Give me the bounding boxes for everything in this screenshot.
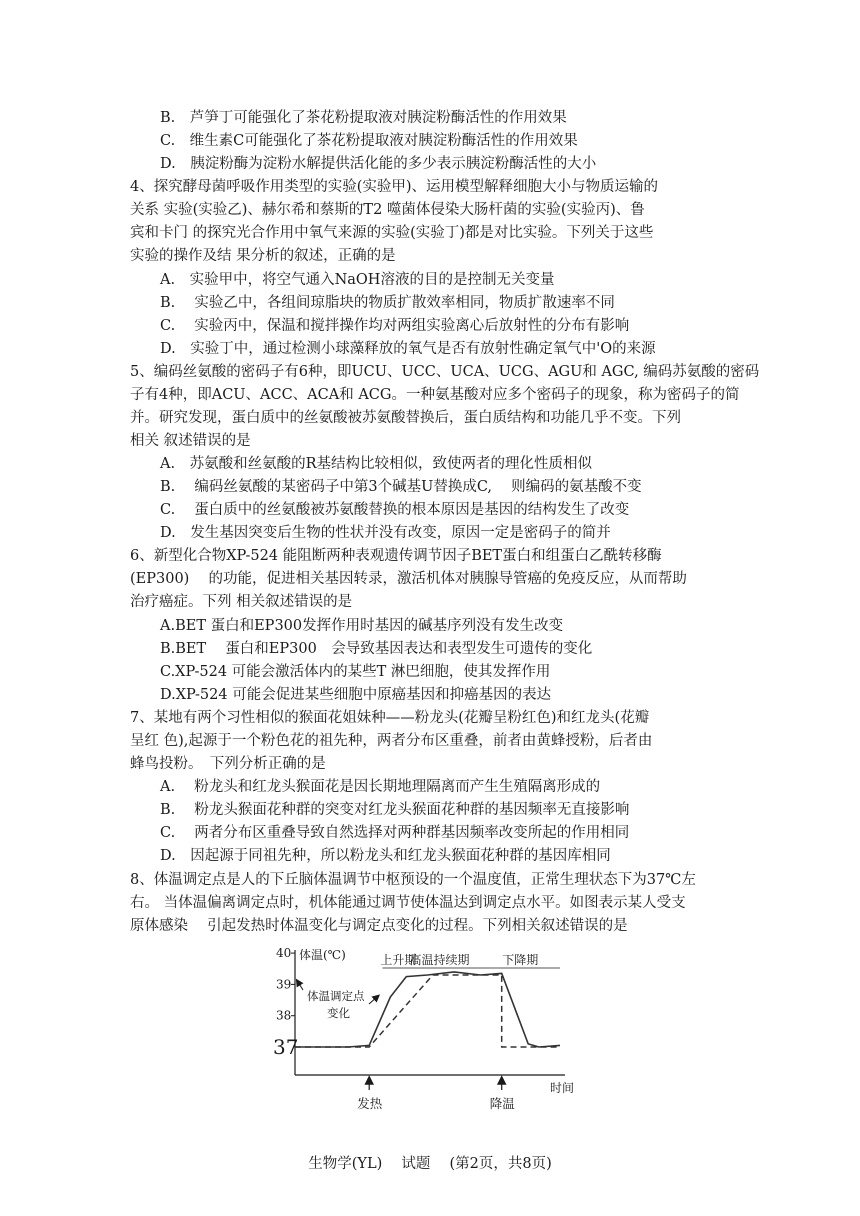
q6-option-c: C.XP-524 可能会激活体内的某些T 淋巴细胞，使其发挥作用 [160,664,551,680]
y-axis-label: 体温(℃) [299,948,346,962]
q6-option-b: B.BET 蛋白和EP300 会导致基因表达和表型发生可遗传的变化 [160,641,593,657]
q4-stem-line-3: 宾和卡门 的探究光合作用中氧气来源的实验(实验丁)都是对比实验。下列关于这些 [130,225,654,241]
q5-option-d: D. 发生基因突变后生物的性状并没有改变，原因一定是密码子的简并 [160,525,611,541]
q6-stem-line-1: 6、新型化合物XP-524 能阻断两种表观遗传调节因子BET蛋白和组蛋白乙酰转移酶 [130,548,662,564]
q6-option-d: D.XP-524 可能会促进某些细胞中原癌基因和抑癌基因的表达 [160,687,552,703]
q7-option-a: A. 粉龙头和红龙头猴面花是因长期地理隔离而产生生殖隔离形成的 [160,779,601,795]
q4-stem-line-2: 关系 实验(实验乙)、赫尔希和蔡斯的T2 噬菌体侵染大肠杆菌的实验(实验丙)、鲁 [130,202,645,218]
x-axis-label: 时间 [550,1081,575,1095]
q5-option-b: B. 编码丝氨酸的某密码子中第3个碱基U替换成C, 则编码的氨基酸不变 [160,479,642,495]
y-tick-label: 37 [273,1035,299,1059]
q3-option-b: B. 芦笋丁可能强化了茶花粉提取液对胰淀粉酶活性的作用效果 [160,110,567,126]
page-footer: 生物学(YL) 试题 (第2页，共8页) [308,1156,552,1172]
q3-option-d: D. 胰淀粉酶为淀粉水解提供活化能的多少表示胰淀粉酶活性的大小 [160,156,597,172]
q5-stem-line-4: 相关 叙述错误的是 [130,433,251,449]
q5-stem-line-2: 子有4种，即ACU、ACC、ACA和 ACG。一种氨基酸对应多个密码子的现象，称为密码子的简 [130,387,740,403]
event-label: 发热 [357,1096,383,1111]
q4-option-d: D. 实验丁中，通过检测小球藻释放的氧气是否有放射性确定氧气中'O的来源 [160,341,656,357]
phase-label: 下降期 [502,953,539,967]
q5-option-a: A. 苏氨酸和丝氨酸的R基结构比较相似，致使两者的理化性质相似 [160,456,592,472]
q7-option-d: D. 因起源于同祖先种，所以粉龙头和红龙头猴面花种群的基因库相同 [160,848,611,864]
annotation-arrow [369,997,377,1004]
q8-stem-line-2: 右。 当体温偏离调定点时，机体能通过调节使体温达到调定点水平。如图表示某人受支 [130,895,686,911]
q4-stem-line-1: 4、探究酵母菌呼吸作用类型的实验(实验甲)、运用模型解释细胞大小与物质运输的 [130,179,659,195]
q4-option-b: B. 实验乙中，各组间琼脂块的物质扩散效率相同，物质扩散速率不同 [160,295,615,311]
q4-stem-line-4: 实验的操作及结 果分析的叙述，正确的是 [130,248,396,264]
annotation-label: 体温调定点 [307,989,365,1003]
y-tick-label: 39 [276,977,292,992]
q7-option-c: C. 两者分布区重叠导致自然选择对两种群基因频率改变所起的作用相同 [160,825,630,841]
q7-stem-line-1: 7、某地有两个习性相似的猴面花姐妹种——粉龙头(花瓣呈粉红色)和红龙头(花瓣 [130,710,650,726]
phase-label: 高温持续期 [409,953,470,967]
y-tick-label: 40 [276,946,292,961]
annotation-arrow [298,982,303,990]
y-tick-label: 38 [276,1008,292,1023]
event-label: 降温 [489,1096,515,1111]
annotation-label: 变化 [327,1006,350,1020]
q6-option-a: A.BET 蛋白和EP300发挥作用时基因的碱基序列没有发生改变 [160,618,564,634]
q5-option-c: C. 蛋白质中的丝氨酸被苏氨酸替换的根本原因是基因的结构发生了改变 [160,502,630,518]
q4-option-c: C. 实验丙中，保温和搅拌操作均对两组实验离心后放射性的分布有影响 [160,318,630,334]
q7-option-b: B. 粉龙头猴面花种群的突变对红龙头猴面花种群的基因频率无直接影响 [160,802,630,818]
q7-stem-line-2: 呈红 色),起源于一个粉色花的祖先种，两者分布区重叠，前者由黄蜂授粉，后者由 [130,733,653,749]
q3-option-c: C. 维生素C可能强化了茶花粉提取液对胰淀粉酶活性的作用效果 [160,133,578,149]
body-temperature-chart [270,942,590,1112]
phase-label: 上升期 [380,953,417,967]
q6-stem-line-3: 治疗癌症。下列 相关叙述错误的是 [130,594,353,610]
q8-stem-line-1: 8、体温调定点是人的下丘脑体温调节中枢预设的一个温度值，正常生理状态下为37℃左 [130,872,696,888]
q5-stem-line-1: 5、编码丝氨酸的密码子有6种，即UCU、UCC、UCA、UCG、AGU和 AGC, 编码苏氨酸的密码 [130,364,760,380]
q4-option-a: A. 实验甲中，将空气通入NaOH溶液的目的是控制无关变量 [160,272,555,288]
q8-stem-line-3: 原体感染 引起发热时体温变化与调定点变化的过程。下列相关叙述错误的是 [130,918,628,934]
q7-stem-line-3: 蜂鸟投粉。 下列分析正确的是 [130,756,326,772]
q6-stem-line-2: (EP300) 的功能，促进相关基因转录，激活机体对胰腺导管癌的免疫反应，从而帮助 [130,571,687,587]
q5-stem-line-3: 并。研究发现，蛋白质中的丝氨酸被苏氨酸替换后，蛋白质结构和功能几乎不变。下列 [130,410,681,426]
